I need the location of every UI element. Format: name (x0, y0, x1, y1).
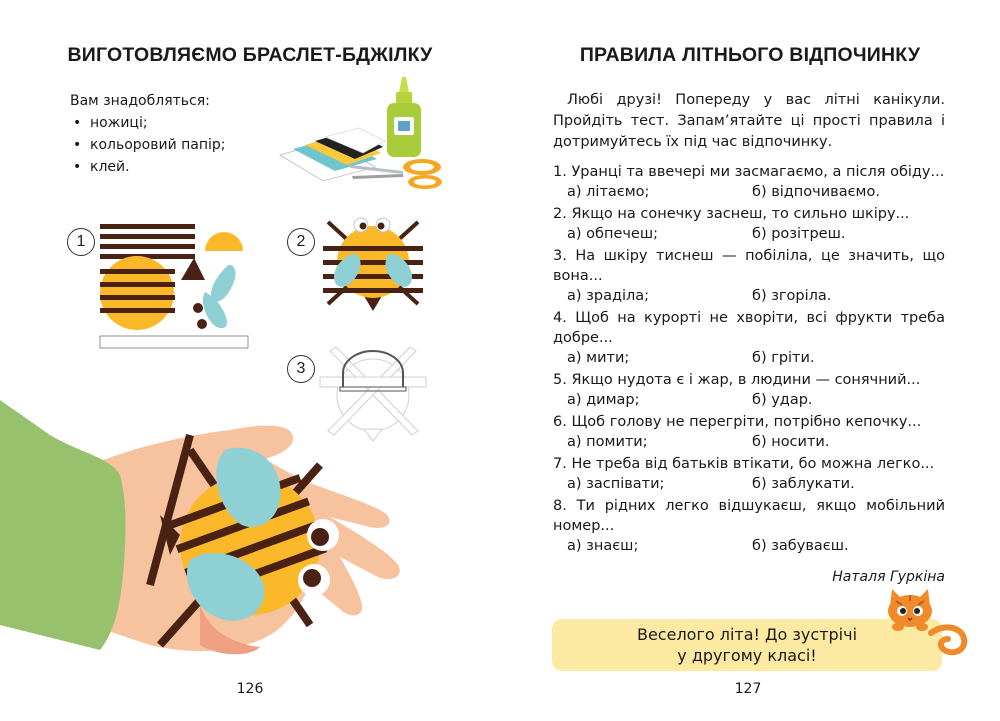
question-text: 3. На шкіру тиснеш — побіліла, це значить, що вона... (553, 248, 945, 284)
question-text: 7. Не треба від батьків втікати, бо можна легко... (553, 456, 935, 472)
left-page-title: ВИГОТОВЛЯЄМО БРАСЛЕТ-БДЖІЛКУ (67, 44, 433, 66)
step-number-2: 2 (287, 228, 315, 256)
left-page-number: 126 (236, 681, 264, 697)
answer-a: а) зраділа; (567, 288, 650, 304)
answer-b: б) забуваєш. (752, 538, 849, 554)
sleeve-illustration (0, 400, 126, 650)
quiz-question-6 (553, 412, 945, 454)
quiz-question-7 (553, 454, 945, 496)
answer-a: а) літаємо; (567, 184, 650, 200)
banner-line-1: Веселого літа! До зустрічі (636, 625, 858, 644)
step-number-1: 1 (67, 228, 95, 256)
poem-author: Наталя Гуркіна (832, 569, 945, 585)
materials-illustration (275, 75, 450, 195)
answer-a: а) помити; (567, 434, 648, 450)
answer-b: б) заблукати. (752, 476, 855, 492)
quiz-list (553, 162, 945, 558)
answer-b: б) удар. (752, 392, 813, 408)
question-text: 6. Щоб голову не перегріти, потрібно кепочку... (553, 414, 922, 430)
answer-a: а) знаєш; (567, 538, 639, 554)
hand-bracelet-photo (0, 395, 440, 715)
banner-line-2: у другому класі! (677, 646, 817, 665)
material-item-glue: • клей. (70, 156, 226, 178)
answer-b: б) розітреш. (752, 226, 846, 242)
answer-a: а) заспівати; (567, 476, 665, 492)
answer-a: а) димар; (567, 392, 640, 408)
materials-list (70, 90, 226, 178)
answer-b: б) згоріла. (752, 288, 832, 304)
quiz-question-3 (553, 246, 945, 308)
quiz-question-8 (553, 496, 945, 558)
question-text: 2. Якщо на сонечку заснеш, то сильно шкіру... (553, 206, 910, 222)
intro-paragraph: Любі друзі! Попереду у вас літні канікули. Пройдіть тест. Запам’ятайте ці прості правила і дотримуйтесь їх під час відпочинку. (553, 92, 945, 150)
right-page-number: 127 (734, 681, 762, 697)
question-text: 8. Ти рідних легко відшукаєш, якщо мобільний номер... (553, 498, 945, 534)
step1-illustration (95, 218, 255, 353)
answer-a: а) обпечеш; (567, 226, 659, 242)
materials-heading: Вам знадобляться: (70, 93, 210, 109)
answer-b: б) носити. (752, 434, 830, 450)
step2-bee-illustration (318, 212, 428, 312)
colored-paper-illustration (280, 128, 385, 181)
quiz-question-4 (553, 308, 945, 370)
answer-b: б) гріти. (752, 350, 815, 366)
material-item-paper: • кольоровий папір; (70, 134, 226, 156)
quiz-question-5 (553, 370, 945, 412)
farewell-banner (552, 619, 942, 671)
question-text: 4. Щоб на курорті не хворіти, всі фрукти треба добре... (553, 310, 945, 346)
quiz-question-1 (553, 162, 945, 204)
right-page-title: ПРАВИЛА ЛІТНЬОГО ВІДПОЧИНКУ (579, 44, 921, 66)
question-text: 1. Уранці та ввечері ми засмагаємо, а після обіду... (553, 164, 945, 180)
step-number-3: 3 (287, 355, 315, 383)
answer-a: а) мити; (567, 350, 630, 366)
cat-illustration (886, 585, 968, 657)
quiz-question-2 (553, 204, 945, 246)
question-text: 5. Якщо нудота є і жар, в людини — сонячний... (553, 372, 921, 388)
material-item-scissors: • ножиці; (70, 112, 226, 134)
answer-b: б) відпочиваємо. (752, 184, 880, 200)
glue-bottle-icon (387, 77, 421, 157)
